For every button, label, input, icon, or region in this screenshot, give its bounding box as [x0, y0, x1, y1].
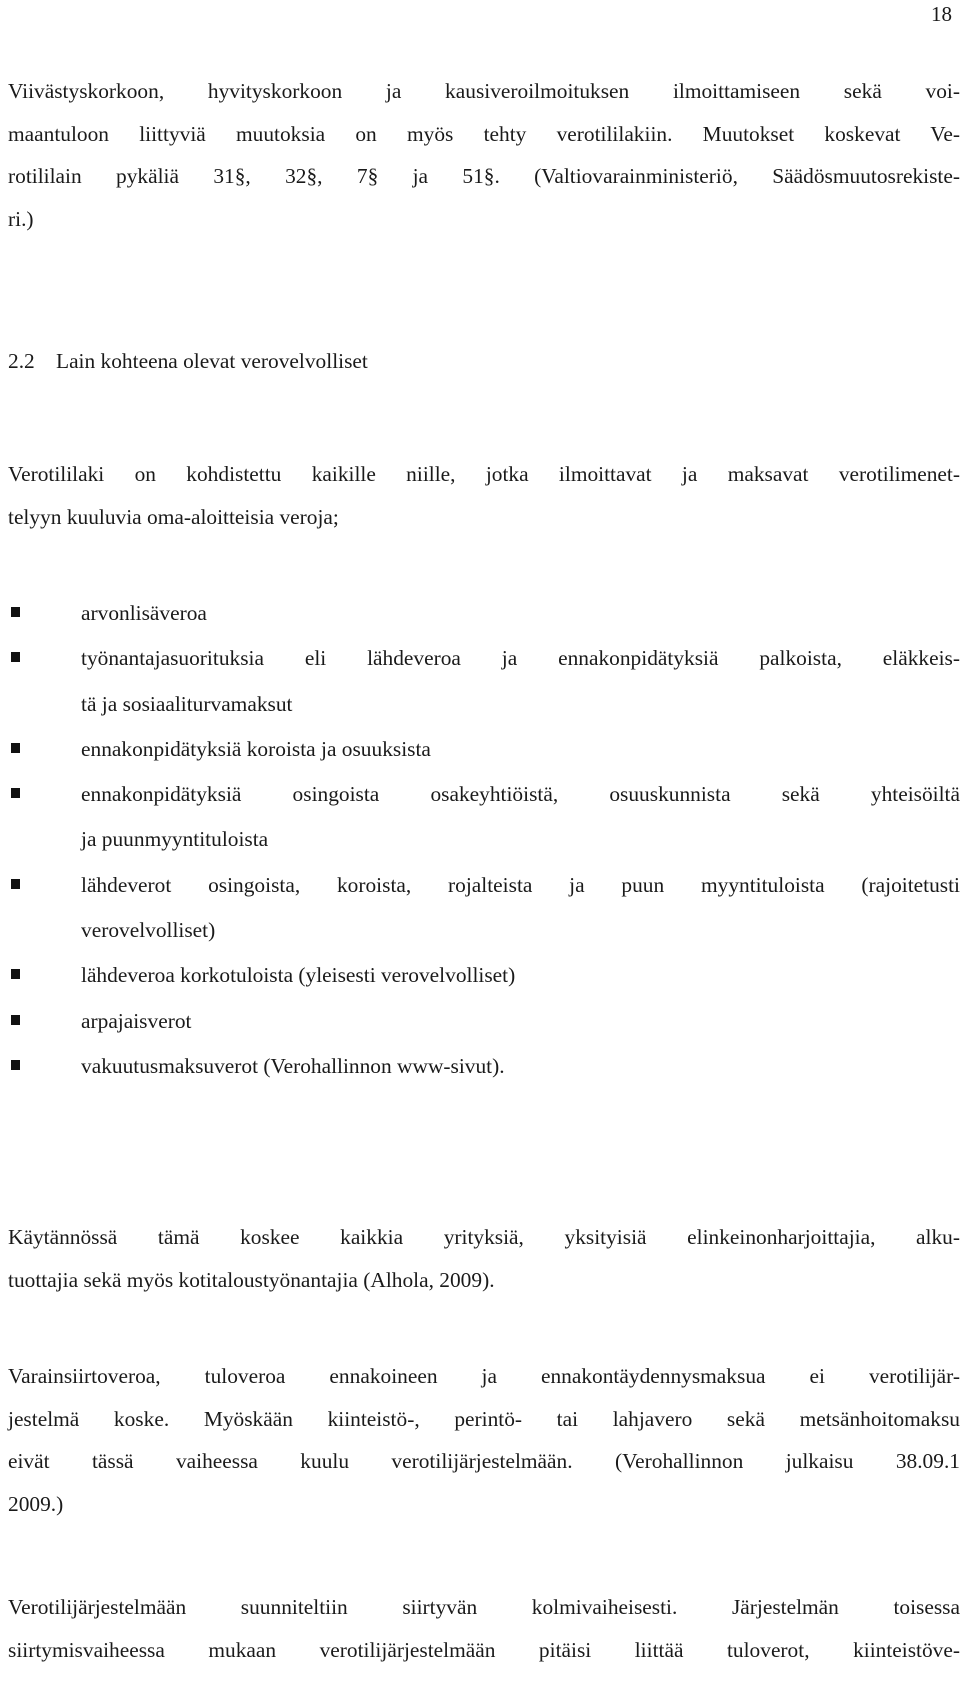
list-item: [8, 727, 960, 772]
list-item-line: lähdeveroa korkotuloista (yleisesti verovelvolliset): [81, 963, 516, 988]
paragraph-line: ri.): [8, 206, 34, 231]
list-item: [8, 863, 960, 954]
paragraph-line: jestelmä koske. Myöskään kiinteistö-, perintö- tai lahjavero sekä metsänhoitomaksu: [8, 1406, 960, 1431]
section-number: 2.2: [8, 349, 35, 373]
exclusions-paragraph: [8, 1355, 960, 1525]
paragraph-line: rotililain pykäliä 31§, 32§, 7§ ja 51§. (Valtiovarainministeriö, Säädösmuutosrekiste-: [8, 164, 960, 188]
list-item-line: lähdeverot osingoista, koroista, rojalteista ja puun myyntituloista (rajoitetusti: [81, 872, 960, 897]
list-item-line: ja puunmyyntituloista: [81, 827, 269, 852]
list-item-line: arvonlisäveroa: [81, 601, 207, 625]
list-item-line: tä ja sosiaaliturvamaksut: [81, 691, 293, 716]
square-bullet-icon: [11, 1015, 20, 1025]
square-bullet-icon: [11, 1060, 20, 1070]
section-heading: [8, 346, 368, 376]
list-item: [8, 1044, 960, 1089]
paragraph-line: Verotililaki on kohdistettu kaikille niille, jotka ilmoittavat ja maksavat verotilimenet-: [8, 462, 960, 486]
square-bullet-icon: [11, 652, 20, 662]
section-intro-paragraph: [8, 453, 960, 538]
square-bullet-icon: [11, 879, 20, 889]
paragraph-line: Verotilijärjestelmään suunniteltiin siirtyvän kolmivaiheisesti. Järjestelmän toisessa: [8, 1595, 960, 1619]
paragraph-line: eivät tässä vaiheessa kuulu verotilijärjestelmään. (Verohallinnon julkaisu 38.09.1: [8, 1449, 960, 1473]
list-item: [8, 999, 960, 1044]
paragraph-line: tuottajia sekä myös kotitaloustyönantajia (Alhola, 2009).: [8, 1267, 495, 1292]
square-bullet-icon: [11, 607, 20, 617]
paragraph-line: siirtymisvaiheessa mukaan verotilijärjestelmään pitäisi liittää tuloverot, kiinteistöve-: [8, 1637, 960, 1662]
tax-type-list: [8, 591, 960, 1089]
paragraph-line: maantuloon liittyviä muutoksia on myös tehty verotililakiin. Muutokset koskevat Ve-: [8, 121, 960, 146]
square-bullet-icon: [11, 969, 20, 979]
page-number: 18: [931, 2, 952, 26]
list-item: [8, 636, 960, 727]
practice-paragraph: [8, 1216, 960, 1301]
paragraph-line: Käytännössä tämä koskee kaikkia yrityksiä, yksityisiä elinkeinonharjoittajia, alku-: [8, 1225, 960, 1249]
list-item: [8, 953, 960, 998]
paragraph-line: 2009.): [8, 1491, 64, 1516]
list-item-line: arpajaisverot: [81, 1008, 192, 1033]
square-bullet-icon: [11, 743, 20, 753]
list-item-line: vakuutusmaksuverot (Verohallinnon www-sivut).: [81, 1053, 505, 1078]
intro-paragraph: [8, 70, 960, 240]
list-item-line: työnantajasuorituksia eli lähdeveroa ja ennakonpidätyksiä palkoista, eläkkeis-: [81, 646, 960, 671]
list-item: [8, 772, 960, 863]
paragraph-line: telyyn kuuluvia oma-aloitteisia veroja;: [8, 504, 339, 529]
list-item-line: verovelvolliset): [81, 918, 216, 943]
square-bullet-icon: [11, 788, 20, 798]
list-item: [8, 591, 960, 636]
list-item-line: ennakonpidätyksiä koroista ja osuuksista: [81, 736, 431, 761]
section-title: Lain kohteena olevat verovelvolliset: [56, 349, 368, 373]
paragraph-line: Varainsiirtoveroa, tuloveroa ennakoineen ja ennakontäydennysmaksua ei verotilijär-: [8, 1364, 960, 1388]
paragraph-line: Viivästyskorkoon, hyvityskorkoon ja kausiveroilmoituksen ilmoittamiseen sekä voi-: [8, 79, 960, 103]
phases-paragraph: [8, 1586, 960, 1671]
list-item-line: ennakonpidätyksiä osingoista osakeyhtiöistä, osuuskunnista sekä yhteisöiltä: [81, 782, 960, 807]
